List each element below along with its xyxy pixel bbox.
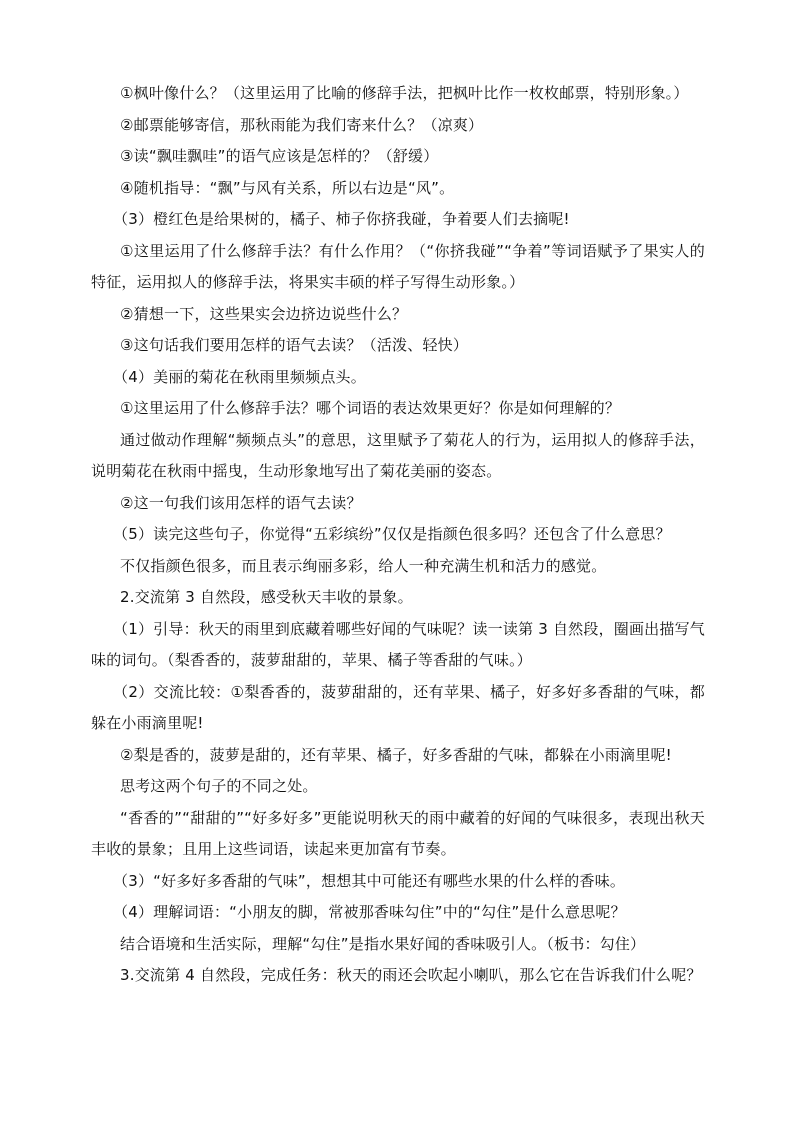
question-reading-tone-chrysanthemum: ②这一句我们该用怎样的语气去读？: [120, 493, 362, 512]
question-rhetoric-chrysanthemum: ①这里运用了什么修辞手法？哪个词语的表达效果更好？你是如何理解的？: [120, 399, 621, 417]
question-reading-tone-fruit: ③这句话我们要用怎样的语气去读？（活泼、轻快）: [120, 336, 469, 354]
sentence-orange-red: （3）橙红色是给果树的，橘子、柿子你挤我碰，争着要人们去摘呢!: [113, 210, 570, 228]
question-colorful: （5）读完这些句子，你觉得“五彩缤纷”仅仅是指颜色很多吗？还包含了什么意思？: [113, 525, 671, 543]
step-compare: （2）交流比较：①梨香香的，菠萝甜甜的，还有苹果、橘子，好多好多香甜的气味，都躲在小雨滴里呢!: [91, 682, 705, 732]
document-body: [91, 78, 705, 992]
question-guess-fruit: ②猜想一下，这些果实会边挤边说些什么？: [120, 304, 408, 323]
step-guide-smells: （1）引导：秋天的雨里到底藏着哪些好闻的气味呢？读一读第 3 自然段，圈画出描写气味的词句。（梨香香的，菠萝甜甜的，苹果、橘子等香甜的气味。）: [91, 619, 705, 669]
question-stamp-letter: ②邮票能够寄信，那秋雨能为我们寄来什么？（凉爽）: [120, 115, 484, 134]
answer-gouzhu: 结合语境和生活实际，理解“勾住”是指水果好闻的香味吸引人。（板书：勾住）: [120, 934, 646, 953]
guidance-piao-character: ④随机指导：“飘”与风有关系，所以右边是“风”。: [120, 178, 455, 197]
answer-colorful: 不仅指颜色很多，而且表示绚丽多彩，给人一种充满生机和活力的感觉。: [120, 556, 607, 575]
section-paragraph-3: 2.交流第 3 自然段，感受秋天丰收的景象。: [120, 588, 413, 606]
question-reading-tone: ③读“飘哇飘哇”的语气应该是怎样的？（舒缓）: [120, 147, 439, 165]
compare-sentence-2: ②梨是香的，菠萝是甜的，还有苹果、橘子，好多香甜的气味，都躲在小雨滴里呢!: [120, 745, 672, 764]
step-fruit-smells: （3）“好多好多香甜的气味”，想想其中可能还有哪些水果的什么样的香味。: [113, 871, 626, 890]
answer-nodding: 通过做动作理解“频频点头”的意思，这里赋予了菊花人的行为，运用拟人的修辞手法，说明菊花在秋雨中摇曳，生动形象地写出了菊花美丽的姿态。: [91, 430, 705, 480]
sentence-chrysanthemum: （4）美丽的菊花在秋雨里频频点头。: [113, 367, 366, 386]
think-difference: 思考这两个句子的不同之处。: [120, 777, 318, 795]
question-maple-leaf: ①枫叶像什么？（这里运用了比喻的修辞手法，把枫叶比作一枚枚邮票，特别形象。）: [120, 84, 689, 102]
question-rhetoric-fruit: ①这里运用了什么修辞手法？有什么作用？（“你挤我碰”“争着”等词语赋予了果实人的特征，运用拟人的修辞手法，将果实丰硕的样子写得生动形象。）: [91, 241, 705, 291]
section-paragraph-4: 3.交流第 4 自然段，完成任务：秋天的雨还会吹起小喇叭，那么它在告诉我们什么呢？: [120, 966, 702, 984]
step-understand-word: （4）理解词语：“小朋友的脚，常被那香味勾住”中的“勾住”是什么意思呢？: [113, 903, 626, 921]
answer-difference: “香香的”“甜甜的”“好多好多”更能说明秋天的雨中藏着的好闻的气味很多，表现出秋天丰收的景象；且用上这些词语，读起来更加富有节奏。: [91, 808, 705, 858]
